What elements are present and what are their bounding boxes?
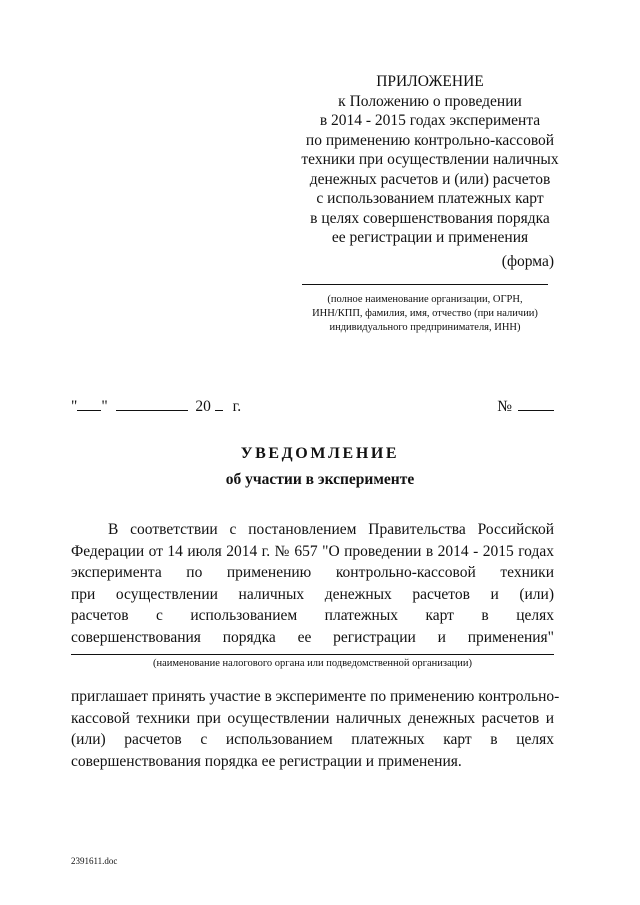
- tax-authority-caption: (наименование налогового органа или подведомственной организации): [152, 658, 473, 669]
- appendix-line: к Положению о проведении: [338, 92, 522, 110]
- form-label: (форма): [501, 253, 554, 270]
- tax-authority-line: [71, 654, 554, 655]
- paragraph-line: совершенствования порядка ее регистрации и применения": [71, 628, 554, 646]
- day-blank: [77, 396, 101, 411]
- appendix-line: денежных расчетов и (или) расчетов: [309, 170, 551, 188]
- month-blank: [116, 396, 188, 411]
- number-blank: [518, 396, 554, 411]
- appendix-line: в 2014 - 2015 годах эксперимента: [319, 112, 541, 129]
- appendix-line: с использованием платежных карт: [316, 190, 544, 207]
- appendix-line: в целях совершенствования порядка: [310, 209, 550, 227]
- paragraph-line: эксперимента по применению контрольно-кассовой техники: [71, 564, 554, 582]
- organization-block: [302, 284, 548, 335]
- number-label: №: [497, 398, 512, 415]
- paragraph-line: (или) расчетов с использованием платежных карт в целях: [71, 731, 554, 749]
- paragraph-line: совершенствования порядка ее регистрации и применения.: [71, 752, 462, 770]
- paragraph-decree-reference: [71, 519, 554, 649]
- appendix-heading: ПРИЛОЖЕНИЕ: [376, 73, 484, 90]
- date-close-quote: ": [101, 398, 108, 415]
- number-row: [497, 396, 554, 416]
- paragraph-line: Федерации от 14 июля 2014 г. № 657 "О проведении в 2014 - 2015 годах: [71, 542, 554, 560]
- year-prefix: 20: [195, 398, 211, 415]
- year-suffix: г.: [232, 398, 242, 415]
- organization-name-line: [302, 284, 548, 285]
- organization-caption-line: ИНН/КПП, фамилия, имя, отчество (при наличии): [312, 308, 538, 319]
- paragraph-invitation: [71, 686, 560, 772]
- document-subtitle: об участии в эксперименте: [225, 471, 415, 488]
- date-open-quote: ": [71, 398, 78, 415]
- organization-caption-line: индивидуального предпринимателя, ИНН): [329, 322, 521, 333]
- appendix-line: по применению контрольно-кассовой: [305, 131, 555, 149]
- paragraph-line: расчетов с использованием платежных карт в целях: [71, 607, 554, 625]
- appendix-line: ее регистрации и применения: [331, 229, 529, 246]
- appendix-block: [290, 72, 570, 248]
- paragraph-line: В соответствии с постановлением Правительства Российской: [108, 521, 554, 538]
- organization-caption-line: (полное наименование организации, ОГРН,: [327, 294, 523, 305]
- document-title: УВЕДОМЛЕНИЕ: [240, 445, 400, 462]
- date-row: [71, 396, 241, 416]
- appendix-line: техники при осуществлении наличных: [301, 151, 559, 168]
- paragraph-line: приглашает принять участие в эксперименте по применению контрольно-: [71, 688, 560, 705]
- file-name-footer: 2391611.doc: [71, 856, 118, 866]
- paragraph-line: при осуществлении наличных денежных расчетов и (или): [71, 585, 554, 603]
- year-blank: [215, 396, 223, 411]
- paragraph-line: кассовой техники при осуществлении наличных денежных расчетов и: [71, 709, 554, 727]
